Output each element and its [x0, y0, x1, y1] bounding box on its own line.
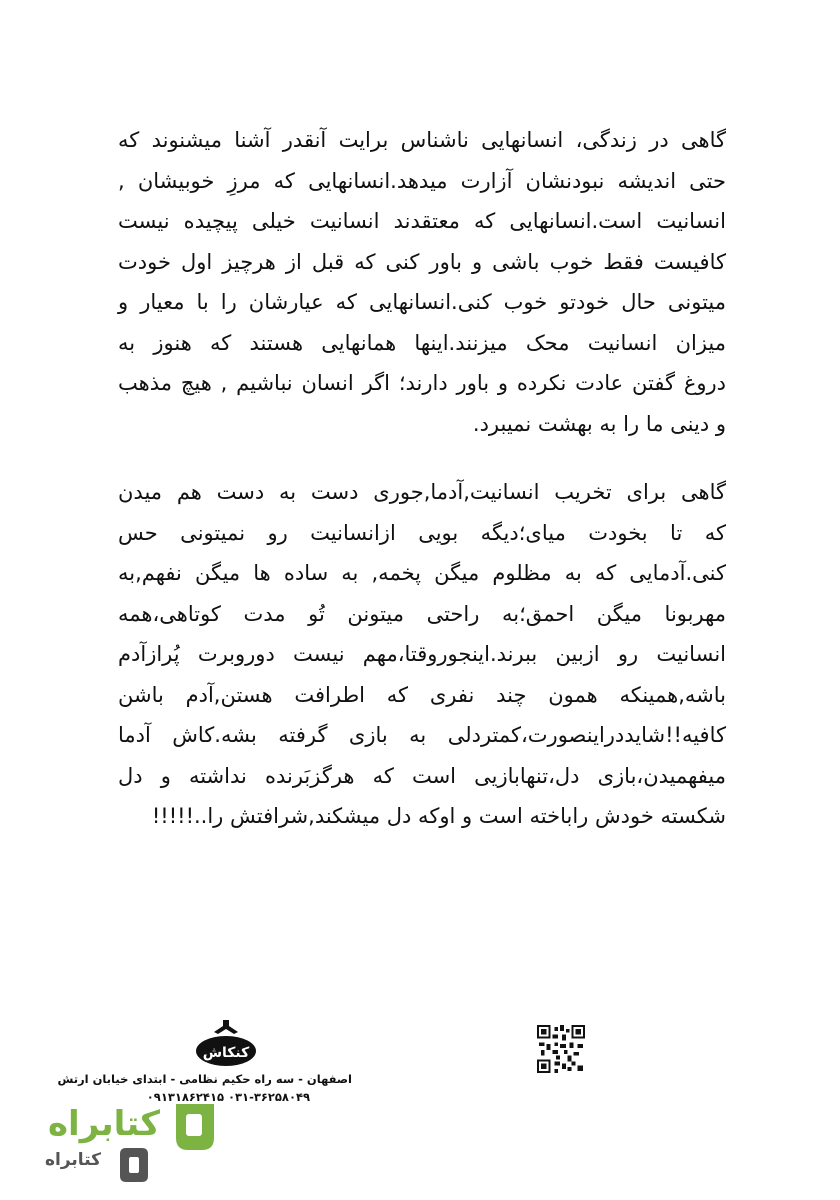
- text-line: حتی اندیشه نبودنشان آزارت میدهد.انسانهایی که مرزِ خوبیشان ,: [118, 168, 726, 193]
- publisher-address: اصفهان - سه راه حکیم نظامی - ابتدای خیابان ارتش: [57, 1072, 352, 1086]
- text-line: گاهی برای تخریب انسانیت,آدما,جوری دست به دست هم میدن: [118, 480, 726, 504]
- text-line: میزان انسانیت محک میزنند.اینها همانهایی هستند که هنوز به: [118, 330, 726, 355]
- watermark-brand-large: کتابراه: [47, 1104, 161, 1144]
- text-line: انسانیت است.انسانهایی که معتقدند انسانیت خیلی پیچیده نیست: [118, 209, 726, 233]
- text-line: مهربونا میگن احمق؛به راحتی میتونن تُو مدت کوتاهی،همه: [118, 601, 726, 626]
- text-line: شکسته خودش راباخته است و اوکه دل میشکند,شرافتش را..!!!!!: [151, 804, 726, 828]
- paragraph-2: [118, 472, 726, 837]
- watermark-brand-small: کتابراه: [44, 1150, 102, 1170]
- text-line: میتونی حال خودتو خوب کنی.انسانهایی که عیارشان را با معیار و: [118, 290, 726, 314]
- text-line: کافیه!!شایددراینصورت،کمتردلی به بازی گرفته بشه.کاش آدما: [118, 723, 726, 747]
- paragraph-1: [118, 120, 726, 444]
- publisher-logo: [194, 1018, 258, 1068]
- text-line: انسانیت رو ازبین ببرند.اینجوروقتا،مهم نیست دوروبرت پُرازآدم: [118, 642, 726, 666]
- text-line: دروغ گفتن عادت نکرده و باور دارند؛ اگر انسان نباشیم , هیچ مذهب: [118, 371, 726, 395]
- text-line: باشه,همینکه همون چند نفری که اطرافت هستن,آدم باشن: [118, 682, 726, 707]
- publisher-phone: ۰۳۱-۳۶۲۵۸۰۴۹ ۰۹۱۳۱۸۶۲۴۱۵: [146, 1090, 310, 1104]
- text-line: کافیست فقط خوب باشی و باور کنی که قبل از هرچیز اول خودت: [118, 249, 726, 274]
- text-line: که تا بخودت میای؛دیگه بویی ازانسانیت رو نمیتونی حس: [118, 520, 726, 545]
- text-line: کنی.آدمایی که به مظلوم میگن پخمه, به ساده ها میگن نفهم,به: [118, 561, 726, 585]
- text-line: میفهمیدن،بازی دل،تنهابازیی است که هرگزبَرنده نداشته و دل: [118, 763, 726, 788]
- body-text: [118, 120, 726, 837]
- publisher-logo-text: کنکاش: [202, 1045, 250, 1061]
- text-line: گاهی در زندگی، انسانهایی ناشناس برایت آنقدر آشنا میشنوند که: [118, 128, 726, 152]
- qr-code-icon: [537, 1025, 585, 1073]
- text-line: و دینی ما را به بهشت نمیبرد.: [472, 411, 726, 436]
